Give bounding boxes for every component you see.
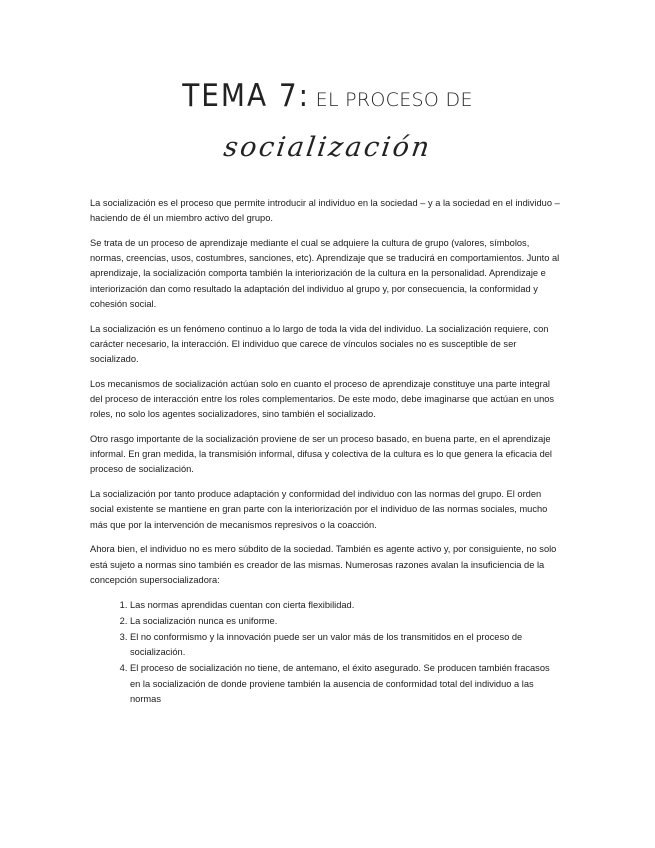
list-item: 3. El no conformismo y la innovación puede ser un valor más de los transmitidos en el proceso de socialización. bbox=[130, 630, 560, 660]
paragraph: La socialización es el proceso que permite introducir al individuo en la sociedad – y a la sociedad en el individuo – haciendo de él un miembro activo del grupo. bbox=[90, 198, 560, 224]
list-item: 1. Las normas aprendidas cuentan con cierta flexibilidad. bbox=[130, 598, 560, 613]
paragraph: Se trata de un proceso de aprendizaje mediante el cual se adquiere la cultura de grupo (valores, símbolos, normas, creencias, usos, costumbres, sanciones, etc). Aprendizaje que se traducirá en comportamientos. Junto al aprendizaje, la socialización comporta también la interiorización de la cultura en la personalidad. Aprendizaje e interiorización dan como resultado la adaptación del individuo al grupo y, por consecuencia, la conformidad y cohesión social. bbox=[90, 238, 560, 309]
title-main: EL PROCESO DE bbox=[315, 89, 473, 111]
title-block bbox=[0, 78, 655, 163]
paragraph: La socialización por tanto produce adaptación y conformidad del individuo con las normas del grupo. El orden social existente se mantiene en gran parte con la interiorización por el individuo de las normas sociales, mucho más que por la intervención de mecanismos represivos o la coacción. bbox=[90, 489, 548, 530]
list-item: 4. El proceso de socialización no tiene, de antemano, el éxito asegurado. Se producen también fracasos en la socialización de donde proviene también la ausencia de conformidad total del individuo a las normas bbox=[130, 661, 560, 707]
reasons-list bbox=[90, 598, 560, 707]
paragraph: Otro rasgo importante de la socialización proviene de ser un proceso basado, en buena parte, en el aprendizaje informal. En gran medida, la transmisión informal, difusa y colectiva de la cultura es lo que genera la eficacia del proceso de socialización. bbox=[90, 434, 552, 475]
page-title bbox=[0, 78, 655, 114]
title-prefix: TEMA 7: bbox=[182, 78, 311, 114]
document-body bbox=[90, 196, 560, 708]
title-subtitle: socialización bbox=[221, 132, 434, 163]
paragraph: Ahora bien, el individuo no es mero súbdito de la sociedad. También es agente activo y, por consiguiente, no solo está sujeto a normas sino también es creador de las mismas. Numerosas razones avalan la insuficiencia de la concepción supersocializadora: bbox=[90, 544, 557, 585]
list-item: 2. La socialización nunca es uniforme. bbox=[130, 614, 560, 629]
paragraph: Los mecanismos de socialización actúan solo en cuanto el proceso de aprendizaje constituye una parte integral del proceso de interacción entre los roles complementarios. De este modo, debe imaginarse que actúan en unos roles, no solo los agentes socializadores, sino también el socializado. bbox=[90, 378, 555, 420]
paragraph: La socialización es un fenómeno continuo a lo largo de toda la vida del individuo. La socialización requiere, con carácter necesario, la interacción. El individuo que carece de vínculos sociales no es susceptible de ser socializado. bbox=[90, 323, 549, 365]
